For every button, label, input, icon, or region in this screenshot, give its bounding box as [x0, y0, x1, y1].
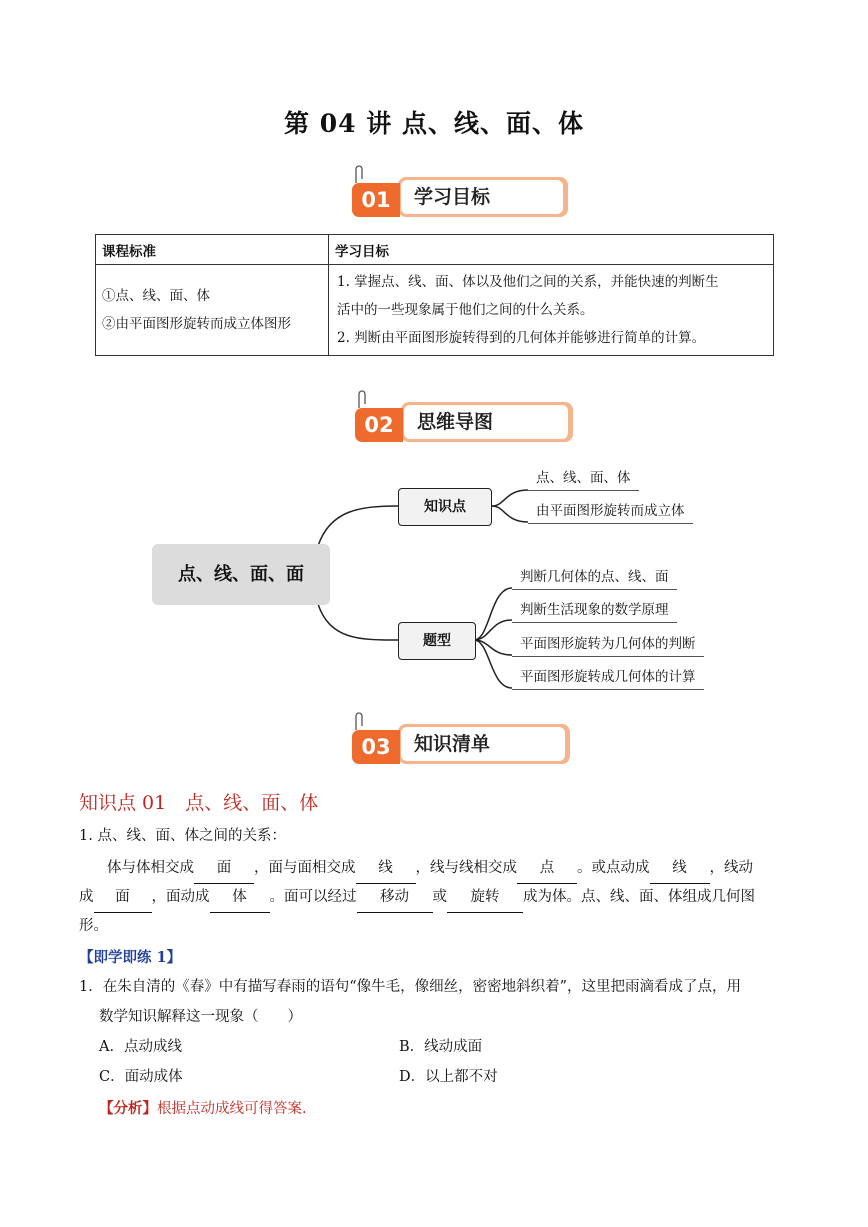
section-number: 02	[355, 408, 403, 442]
objective-line: 2. 判断由平面图形旋转得到的几何体并能够进行简单的计算。	[337, 330, 706, 346]
fill-blank-line-3: 形。	[79, 918, 108, 934]
blank-answer: 移动	[357, 883, 433, 913]
table-header-objectives: 学习目标	[329, 235, 774, 265]
question-line-2: 数学知识解释这一现象（ ）	[99, 1009, 302, 1025]
fill-blank-line-2: 成 面 ，面动成 体 。面可以经过 移动 或 旋转 成为体。点、线、面、体组成几何图	[79, 883, 755, 913]
blank-answer: 面	[94, 883, 152, 913]
standard-item: ②由平面图形旋转而成立体图形	[102, 316, 291, 332]
mindmap-branch-knowledge: 知识点	[398, 488, 492, 526]
analysis	[99, 1094, 307, 1124]
practice-label: 【即学即练 1】	[79, 949, 182, 966]
mindmap-leaf: 判断几何体的点、线、面	[512, 565, 677, 590]
table-header-standards: 课程标准	[96, 235, 329, 265]
question-intro: 1. 点、线、面、体之间的关系：	[79, 828, 286, 844]
blank-answer: 线	[356, 854, 416, 884]
option-b: B．线动成面	[399, 1039, 483, 1055]
section-label: 知识清单	[414, 733, 491, 755]
section-number: 03	[352, 730, 400, 764]
mindmap-center: 点、线、面、面	[152, 544, 330, 605]
option-d: D．以上都不对	[399, 1069, 498, 1085]
fill-blank-line-1: 体与体相交成 面 ，面与面相交成 线 ，线与线相交成 点 。或点动成 线 ，线动	[107, 854, 753, 884]
blank-answer: 体	[210, 883, 270, 913]
blank-answer: 线	[650, 854, 710, 884]
objective-line: 1. 掌握点、线、面、体以及他们之间的关系，并能快速的判断生	[337, 274, 719, 290]
section-label: 思维导图	[417, 411, 494, 433]
standard-item: ①点、线、面、体	[102, 288, 210, 304]
mindmap-leaf: 由平面图形旋转而成立体	[528, 499, 693, 524]
section-label: 学习目标	[414, 186, 491, 208]
paperclip-icon	[352, 710, 366, 732]
page-title: 第 04 讲 点、线、面、体	[284, 109, 584, 138]
blank-answer: 旋转	[447, 883, 523, 913]
blank-answer: 面	[194, 854, 254, 884]
analysis-tag: 【分析】	[99, 1100, 157, 1117]
mindmap-leaf: 平面图形旋转为几何体的判断	[512, 632, 704, 657]
mindmap-leaf: 平面图形旋转成几何体的计算	[512, 665, 704, 690]
objective-line: 活中的一些现象属于他们之间的什么关系。	[337, 302, 594, 318]
mindmap-branch-question-types: 题型	[398, 622, 476, 660]
mindmap-leaf: 判断生活现象的数学原理	[512, 598, 677, 623]
knowledge-point-title: 知识点 01 点、线、面、体	[79, 792, 319, 814]
analysis-text: 根据点动成线可得答案.	[157, 1101, 307, 1117]
blank-answer: 点	[517, 854, 577, 884]
option-c: C．面动成体	[99, 1069, 183, 1085]
section-number: 01	[352, 183, 400, 217]
question-line-1: 1．在朱自清的《春》中有描写春雨的语句“像牛毛，像细丝，密密地斜织着”，这里把雨滴看成了点，用	[79, 979, 742, 995]
option-a: A．点动成线	[99, 1039, 182, 1055]
mindmap-leaf: 点、线、面、体	[528, 466, 639, 491]
